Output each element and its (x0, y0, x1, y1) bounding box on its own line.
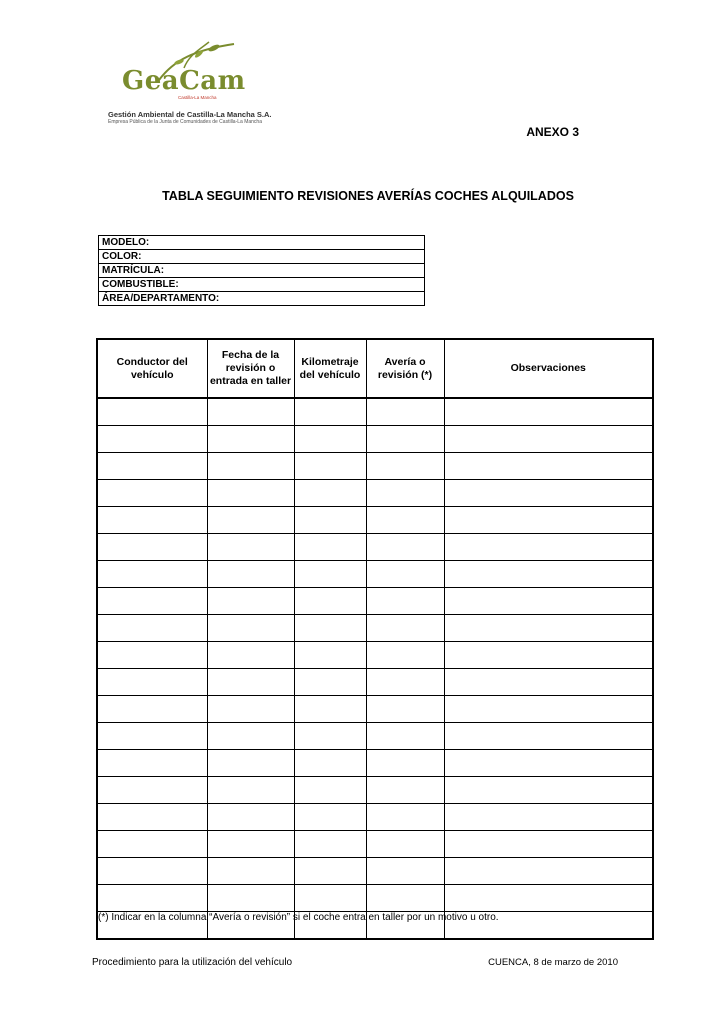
table-cell[interactable] (444, 669, 653, 696)
table-cell[interactable] (294, 561, 366, 588)
footer-document-title: Procedimiento para la utilización del vehículo (92, 957, 293, 968)
table-row (97, 507, 653, 534)
table-row (97, 534, 653, 561)
table-cell[interactable] (366, 669, 444, 696)
table-cell[interactable] (294, 453, 366, 480)
table-cell[interactable] (444, 696, 653, 723)
table-cell[interactable] (444, 858, 653, 885)
table-row (97, 453, 653, 480)
table-cell[interactable] (366, 858, 444, 885)
table-row (97, 426, 653, 453)
table-cell[interactable] (207, 696, 294, 723)
table-cell[interactable] (294, 398, 366, 426)
table-cell[interactable] (97, 723, 207, 750)
table-cell[interactable] (366, 561, 444, 588)
table-cell[interactable] (444, 561, 653, 588)
logo-region: Castilla-La Mancha (178, 95, 217, 100)
column-header-fault: Avería o revisión (*) (366, 339, 444, 398)
table-cell[interactable] (294, 777, 366, 804)
info-field-color: COLOR: (99, 250, 425, 264)
table-cell[interactable] (366, 480, 444, 507)
table-cell[interactable] (207, 723, 294, 750)
table-cell[interactable] (444, 588, 653, 615)
logo-company-name: Gestión Ambiental de Castilla-La Mancha S.A. (108, 110, 272, 119)
table-row (97, 723, 653, 750)
footnote: (*) Indicar en la columna “Avería o revisión” si el coche entra en taller por un motivo u otro. (98, 912, 499, 923)
table-cell[interactable] (366, 615, 444, 642)
table-cell[interactable] (444, 507, 653, 534)
table-cell[interactable] (366, 642, 444, 669)
table-cell[interactable] (366, 777, 444, 804)
table-cell[interactable] (97, 858, 207, 885)
table-cell[interactable] (97, 831, 207, 858)
table-row (97, 831, 653, 858)
table-cell[interactable] (444, 398, 653, 426)
table-cell[interactable] (207, 615, 294, 642)
table-row (97, 777, 653, 804)
table-cell[interactable] (444, 426, 653, 453)
table-cell[interactable] (444, 615, 653, 642)
table-row (97, 615, 653, 642)
table-cell[interactable] (444, 723, 653, 750)
table-cell[interactable] (207, 858, 294, 885)
table-cell[interactable] (366, 696, 444, 723)
table-cell[interactable] (207, 507, 294, 534)
table-cell[interactable] (366, 588, 444, 615)
table-row (97, 669, 653, 696)
table-cell[interactable] (97, 480, 207, 507)
table-cell[interactable] (294, 669, 366, 696)
table-cell[interactable] (97, 642, 207, 669)
table-cell[interactable] (444, 804, 653, 831)
table-cell[interactable] (294, 831, 366, 858)
info-field-department: ÁREA/DEPARTAMENTO: (99, 292, 425, 306)
column-header-observations: Observaciones (444, 339, 653, 398)
table-cell[interactable] (444, 831, 653, 858)
page-title: TABLA SEGUIMIENTO REVISIONES AVERÍAS COCHES ALQUILADOS (162, 189, 574, 203)
table-cell[interactable] (294, 507, 366, 534)
footer-date: CUENCA, 8 de marzo de 2010 (488, 957, 618, 968)
info-field-plate: MATRÍCULA: (99, 264, 425, 278)
tracking-table (96, 338, 654, 940)
table-cell[interactable] (207, 561, 294, 588)
table-cell[interactable] (444, 480, 653, 507)
table-cell[interactable] (294, 804, 366, 831)
table-cell[interactable] (207, 831, 294, 858)
table-cell[interactable] (444, 642, 653, 669)
info-field-fuel: COMBUSTIBLE: (99, 278, 425, 292)
table-body (97, 398, 653, 939)
table-cell[interactable] (97, 777, 207, 804)
table-cell[interactable] (366, 804, 444, 831)
vehicle-info-table (98, 235, 425, 306)
table-cell[interactable] (294, 858, 366, 885)
table-cell[interactable] (444, 453, 653, 480)
table-cell[interactable] (294, 885, 366, 912)
table-cell[interactable] (207, 480, 294, 507)
table-cell[interactable] (366, 750, 444, 777)
table-cell[interactable] (294, 480, 366, 507)
table-cell[interactable] (444, 750, 653, 777)
table-cell[interactable] (207, 398, 294, 426)
table-cell[interactable] (294, 588, 366, 615)
table-cell[interactable] (207, 426, 294, 453)
table-cell[interactable] (97, 561, 207, 588)
column-header-mileage: Kilometraje del vehículo (294, 339, 366, 398)
table-row (97, 858, 653, 885)
table-cell[interactable] (97, 804, 207, 831)
table-cell[interactable] (207, 534, 294, 561)
table-row (97, 480, 653, 507)
table-cell[interactable] (97, 507, 207, 534)
column-header-driver: Conductor del vehículo (97, 339, 207, 398)
table-cell[interactable] (366, 398, 444, 426)
table-cell[interactable] (207, 642, 294, 669)
table-cell[interactable] (207, 669, 294, 696)
column-header-date: Fecha de la revisión o entrada en taller (207, 339, 294, 398)
table-cell[interactable] (366, 534, 444, 561)
table-cell[interactable] (97, 669, 207, 696)
table-cell[interactable] (444, 534, 653, 561)
table-cell[interactable] (444, 777, 653, 804)
table-cell[interactable] (207, 804, 294, 831)
table-cell[interactable] (97, 588, 207, 615)
table-cell[interactable] (97, 885, 207, 912)
table-cell[interactable] (294, 723, 366, 750)
table-cell[interactable] (97, 534, 207, 561)
table-row (97, 804, 653, 831)
table-row (97, 588, 653, 615)
table-cell[interactable] (366, 426, 444, 453)
table-cell[interactable] (294, 534, 366, 561)
table-cell[interactable] (294, 426, 366, 453)
table-cell[interactable] (97, 696, 207, 723)
table-cell[interactable] (294, 750, 366, 777)
table-cell[interactable] (97, 398, 207, 426)
table-cell[interactable] (97, 426, 207, 453)
table-cell[interactable] (207, 453, 294, 480)
logo-wordmark: GeaCam (122, 66, 246, 96)
table-cell[interactable] (207, 777, 294, 804)
table-cell[interactable] (207, 750, 294, 777)
logo-tagline: Empresa Pública de la Junta de Comunidades de Castilla-La Mancha (108, 119, 262, 125)
table-cell[interactable] (366, 831, 444, 858)
table-cell[interactable] (366, 453, 444, 480)
table-cell[interactable] (444, 885, 653, 912)
table-row (97, 885, 653, 912)
table-cell[interactable] (97, 615, 207, 642)
table-cell[interactable] (294, 696, 366, 723)
table-row (97, 750, 653, 777)
table-cell[interactable] (207, 885, 294, 912)
table-cell[interactable] (294, 615, 366, 642)
table-row (97, 398, 653, 426)
table-row (97, 561, 653, 588)
table-cell[interactable] (366, 507, 444, 534)
table-cell[interactable] (294, 642, 366, 669)
table-cell[interactable] (97, 750, 207, 777)
company-logo (104, 40, 272, 130)
table-cell[interactable] (366, 885, 444, 912)
table-row (97, 642, 653, 669)
table-cell[interactable] (97, 453, 207, 480)
table-cell[interactable] (207, 588, 294, 615)
table-row (97, 696, 653, 723)
annex-label: ANEXO 3 (526, 125, 579, 139)
table-cell[interactable] (366, 723, 444, 750)
info-field-model: MODELO: (99, 236, 425, 250)
